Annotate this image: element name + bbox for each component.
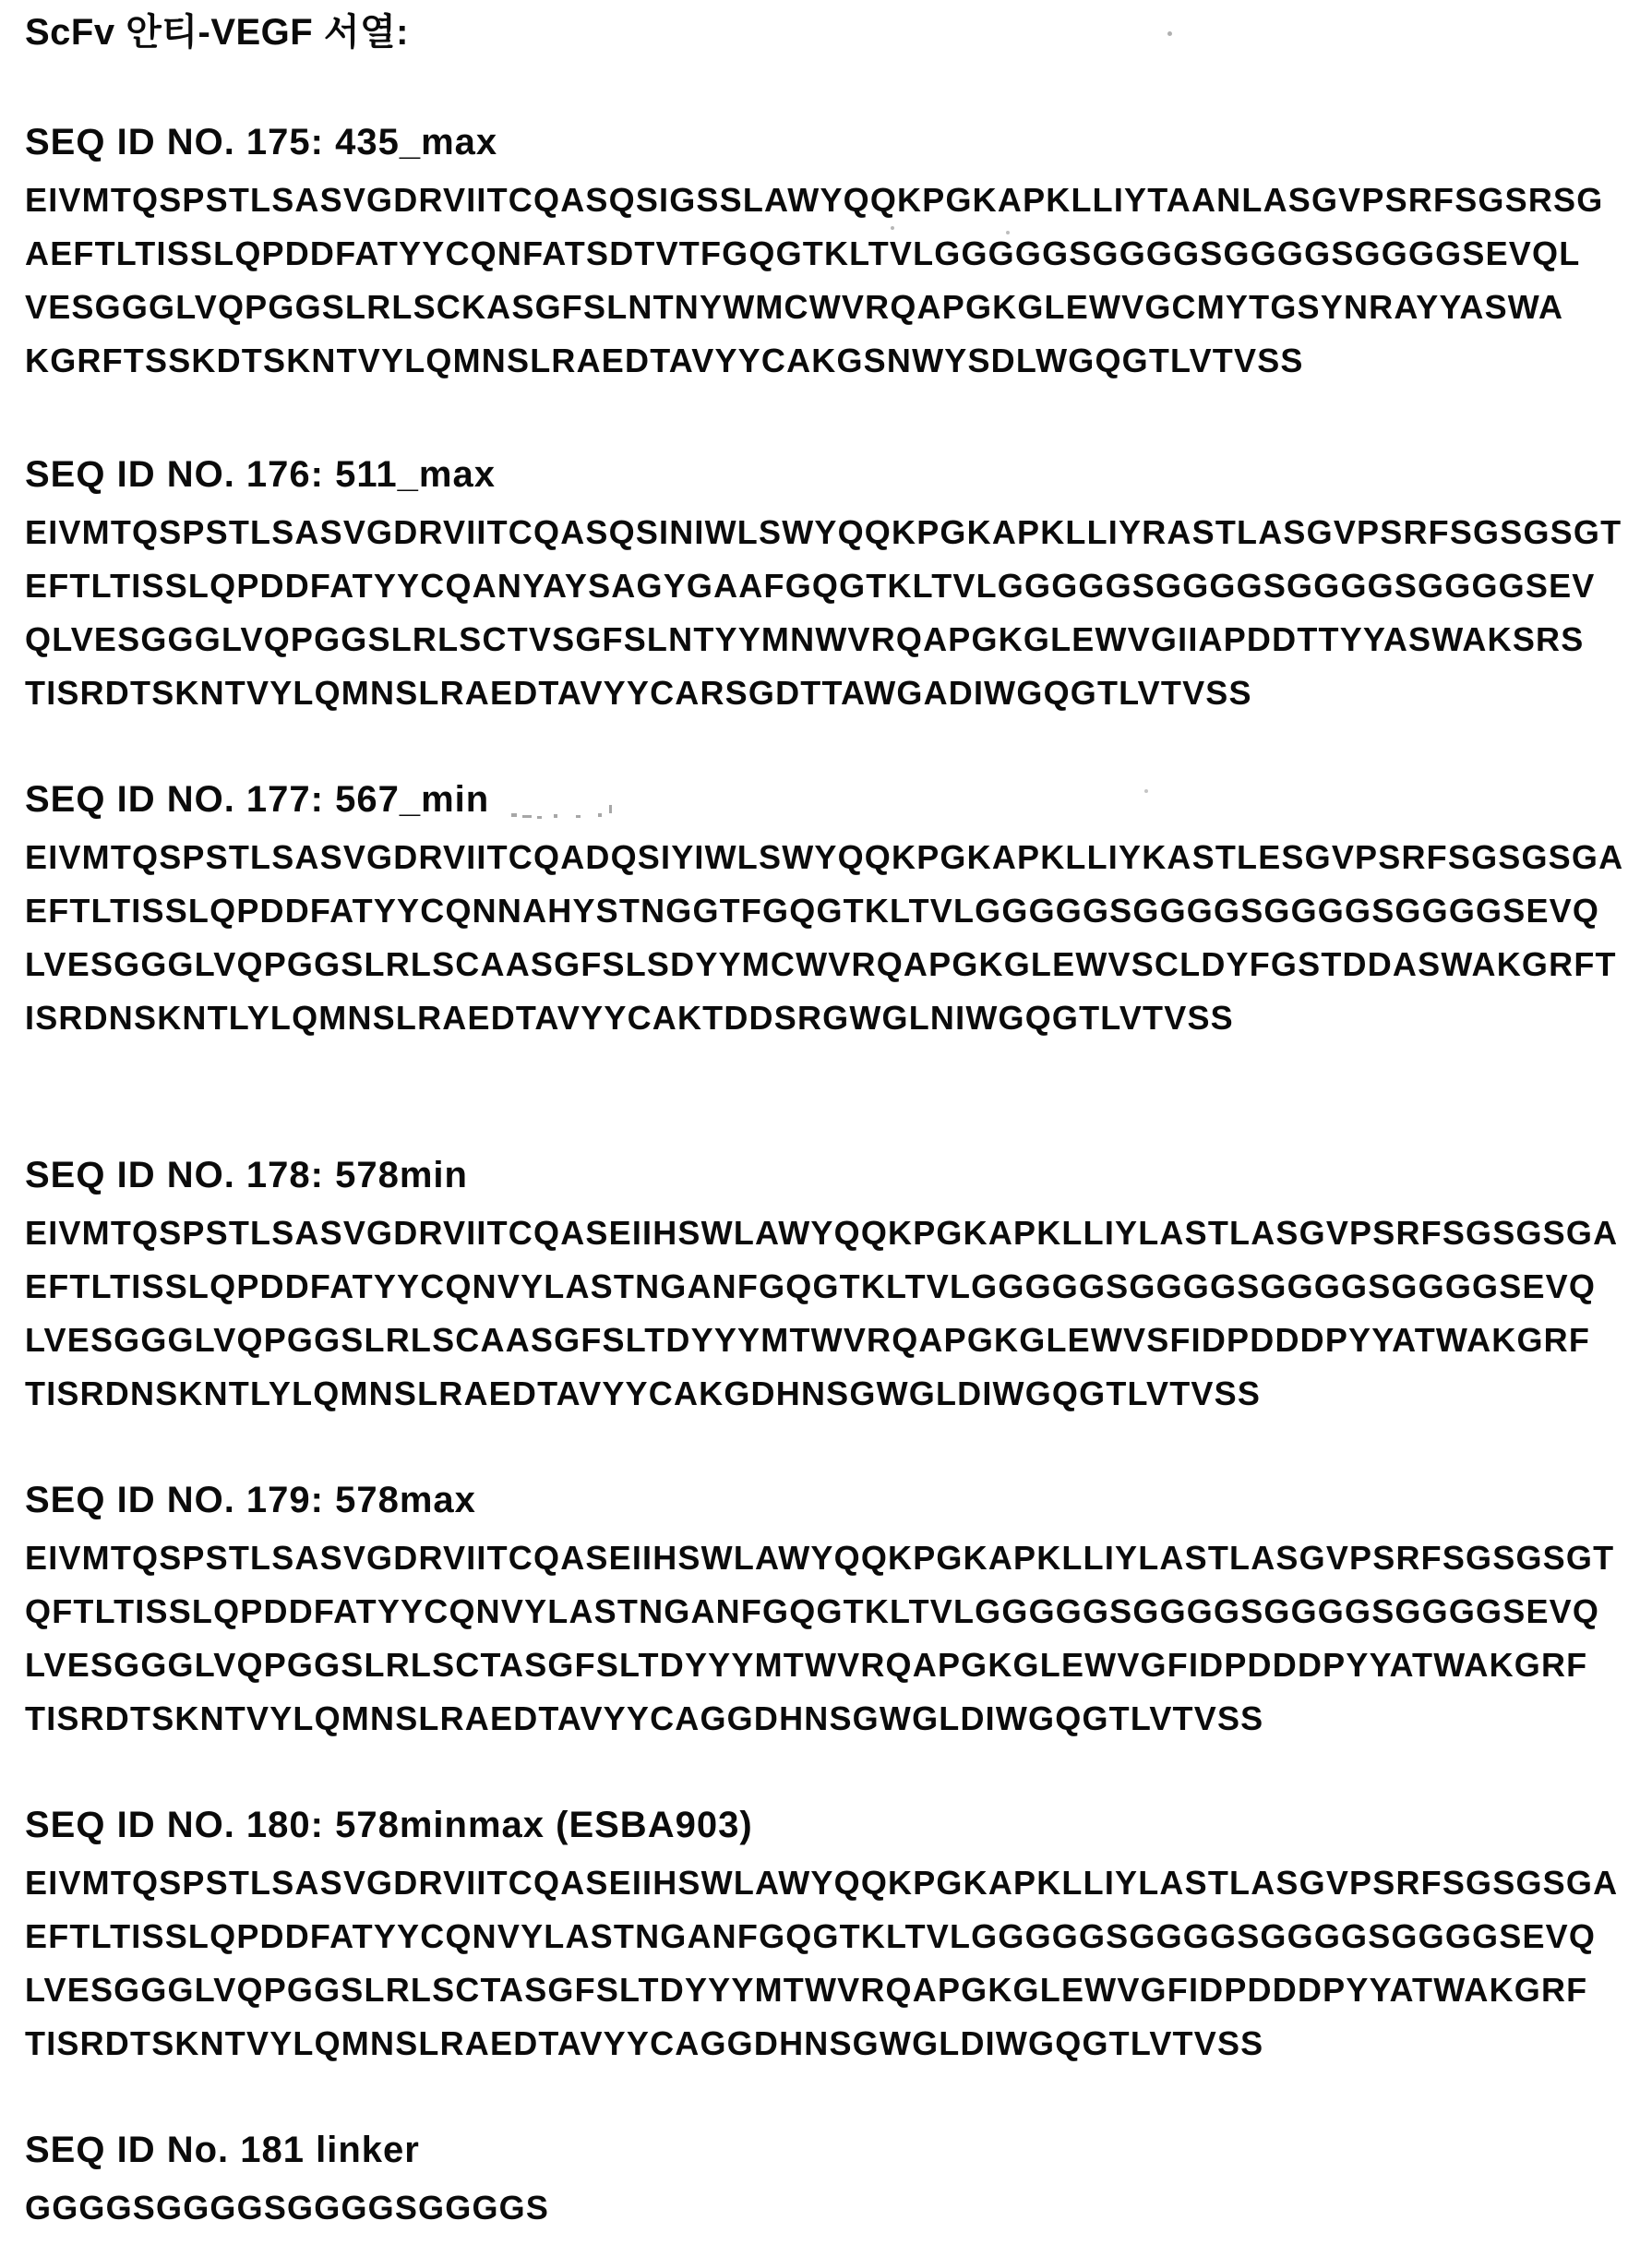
seq-section <box>25 122 1652 388</box>
sequence-line: LVESGGGLVQPGGSLRLSCAASGFSLTDYYYMTWVRQAPGKGLEWVSFIDPDDDPYYATWAKGRF <box>25 1321 1591 1359</box>
sequence-line: TISRDNSKNTLYLQMNSLRAEDTAVYYCAKGDHNSGWGLDIWGQGTLVTVSS <box>25 1375 1262 1412</box>
sequence-line: EFTLTISSLQPDDFATYYCQANYAYSAGYGAAFGQGTKLTVLGGGGGSGGGGSGGGGSGGGGSEV <box>25 567 1596 605</box>
seq-id-header: SEQ ID No. 181 linker <box>25 2130 420 2170</box>
sequence-line: LVESGGGLVQPGGSLRLSCTASGFSLTDYYYMTWVRQAPGKGLEWVGFIDPDDDPYYATWAKGRF <box>25 1646 1588 1684</box>
sequence-line: AEFTLTISSLQPDDFATYYCQNFATSDTVTFGQGTKLTVLGGGGGSGGGGSGGGGSGGGGSEVQL <box>25 234 1581 272</box>
sequence-line: EIVMTQSPSTLSASVGDRVIITCQASEIIHSWLAWYQQKPGKAPKLLIYLASTLASGVPSRFSGSGSGT <box>25 1539 1615 1577</box>
seq-section <box>25 1104 1652 1421</box>
seq-id-header: SEQ ID NO. 179: 578max <box>25 1480 476 1520</box>
sequence-sections <box>25 122 1652 2235</box>
sequence-line: EFTLTISSLQPDDFATYYCQNVYLASTNGANFGQGTKLTVLGGGGGSGGGGSGGGGSGGGGSEVQ <box>25 1267 1597 1305</box>
seq-id-header: SEQ ID NO. 175: 435_max <box>25 122 498 162</box>
sequence-line: ISRDNSKNTLYLQMNSLRAEDTAVYYCAKTDDSRGWGLNIWGQGTLVTVSS <box>25 999 1234 1037</box>
seq-lines <box>25 174 1652 388</box>
document-title: ScFv 안티-VEGF 서열: <box>25 12 409 53</box>
seq-lines <box>25 506 1652 720</box>
seq-id-header: SEQ ID NO. 180: 578minmax (ESBA903) <box>25 1805 753 1845</box>
sequence-line: EIVMTQSPSTLSASVGDRVIITCQASQSIGSSLAWYQQKPGKAPKLLIYTAANLASGVPSRFSGSRSG <box>25 181 1604 219</box>
seq-section <box>25 1805 1652 2071</box>
sequence-line: LVESGGGLVQPGGSLRLSCTASGFSLTDYYYMTWVRQAPGKGLEWVGFIDPDDDPYYATWAKGRF <box>25 1971 1588 2009</box>
sequence-line: LVESGGGLVQPGGSLRLSCAASGFSLSDYYMCWVRQAPGKGLEWVSCLDYFGSTDDASWAKGRFT <box>25 945 1617 983</box>
seq-lines <box>25 1531 1652 1746</box>
seq-lines <box>25 1207 1652 1421</box>
sequence-line: TISRDTSKNTVYLQMNSLRAEDTAVYYCAGGDHNSGWGLDIWGQGTLVTVSS <box>25 2024 1264 2062</box>
sequence-line: EFTLTISSLQPDDFATYYCQNVYLASTNGANFGQGTKLTVLGGGGGSGGGGSGGGGSGGGGSEVQ <box>25 1917 1597 1955</box>
scan-speck <box>1006 231 1010 234</box>
scan-speck <box>1144 789 1148 793</box>
seq-id-header: SEQ ID NO. 177: 567_min <box>25 779 490 820</box>
seq-id-header: SEQ ID NO. 178: 578min <box>25 1155 468 1195</box>
sequence-line: TISRDTSKNTVYLQMNSLRAEDTAVYYCAGGDHNSGWGLDIWGQGTLVTVSS <box>25 1699 1264 1737</box>
seq-lines <box>25 831 1652 1045</box>
sequence-line: GGGGSGGGGSGGGGSGGGGS <box>25 2189 550 2227</box>
sequence-line: VESGGGLVQPGGSLRLSCKASGFSLNTNYWMCWVRQAPGKGLEWVGCMYTGSYNRAYYASWA <box>25 288 1564 326</box>
sequence-line: KGRFTSSKDTSKNTVYLQMNSLRAEDTAVYYCAKGSNWYSDLWGQGTLVTVSS <box>25 342 1304 379</box>
seq-id-header: SEQ ID NO. 176: 511_max <box>25 454 496 495</box>
sequence-line: EIVMTQSPSTLSASVGDRVIITCQADQSIYIWLSWYQQKPGKAPKLLIYKASTLESGVPSRFSGSGSGA <box>25 838 1624 876</box>
sequence-line: EIVMTQSPSTLSASVGDRVIITCQASEIIHSWLAWYQQKPGKAPKLLIYLASTLASGVPSRFSGSGSGA <box>25 1214 1619 1252</box>
scan-speck <box>891 226 894 230</box>
seq-lines <box>25 2181 1652 2235</box>
scan-speck <box>1167 31 1172 36</box>
seq-section <box>25 1480 1652 1746</box>
seq-lines <box>25 1856 1652 2071</box>
seq-section <box>25 454 1652 720</box>
sequence-line: QFTLTISSLQPDDFATYYCQNVYLASTNGANFGQGTKLTVLGGGGGSGGGGSGGGGSGGGGSEVQ <box>25 1592 1600 1630</box>
sequence-line: EIVMTQSPSTLSASVGDRVIITCQASQSINIWLSWYQQKPGKAPKLLIYRASTLASGVPSRFSGSGSGT <box>25 513 1622 551</box>
sequence-line: QLVESGGGLVQPGGSLRLSCTVSGFSLNTYYMNWVRQAPGKGLEWVGIIAPDDTTYYASWAKSRS <box>25 620 1585 658</box>
seq-section <box>25 2130 1652 2235</box>
sequence-line: EIVMTQSPSTLSASVGDRVIITCQASEIIHSWLAWYQQKPGKAPKLLIYLASTLASGVPSRFSGSGSGA <box>25 1864 1619 1902</box>
sequence-line: TISRDTSKNTVYLQMNSLRAEDTAVYYCARSGDTTAWGADIWGQGTLVTVSS <box>25 674 1252 712</box>
sequence-line: EFTLTISSLQPDDFATYYCQNNAHYSTNGGTFGQGTKLTVLGGGGGSGGGGSGGGGSGGGGSEVQ <box>25 892 1600 930</box>
seq-section <box>25 779 1652 1045</box>
